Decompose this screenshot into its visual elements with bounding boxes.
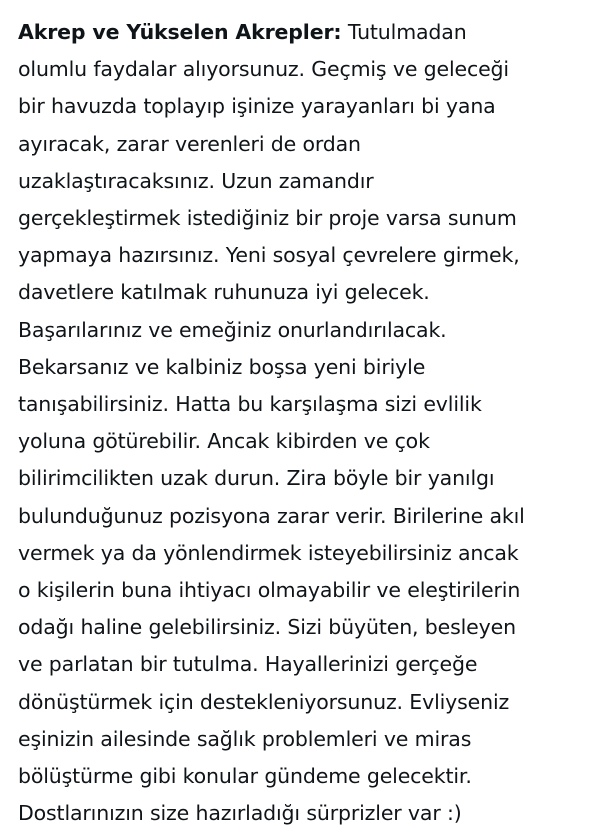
post-line-21: bölüştürme gibi konular gündeme gelecektir. bbox=[18, 764, 472, 789]
post-line-2: olumlu faydalar alıyorsunuz. Geçmiş ve geleceği bbox=[18, 57, 509, 82]
post-line-19: dönüştürmek için destekleniyorsunuz. Evliyseniz bbox=[18, 689, 510, 714]
post-line-4: ayıracak, zarar verenleri de ordan bbox=[18, 131, 361, 156]
post-line-5: uzaklaştıracaksınız. Uzun zamandır bbox=[18, 168, 374, 193]
post-line-8: davetlere katılmak ruhunuza iyi gelecek. bbox=[18, 280, 430, 305]
post-heading: Akrep ve Yükselen Akrepler: bbox=[18, 20, 342, 44]
post-line-18: ve parlatan bir tutulma. Hayallerinizi gerçeğe bbox=[18, 652, 478, 677]
post-text bbox=[18, 14, 588, 832]
post-line-9: Başarılarınız ve emeğiniz onurlandırılacak. bbox=[18, 317, 447, 342]
post-line-17: odağı haline gelebilirsiniz. Sizi büyüten, besleyen bbox=[18, 615, 516, 640]
post-line-1-text: Tutulmadan bbox=[341, 20, 467, 44]
post-line-13: bilirimcilikten uzak durun. Zira böyle bir yanılgı bbox=[18, 466, 495, 491]
post-line-1 bbox=[18, 14, 588, 51]
post-line-14: bulunduğunuz pozisyona zarar verir. Birilerine akıl bbox=[18, 503, 525, 528]
post-line-11: tanışabilirsiniz. Hatta bu karşılaşma sizi evlilik bbox=[18, 392, 482, 417]
post-line-20: eşinizin ailesinde sağlık problemleri ve miras bbox=[18, 726, 472, 751]
post-line-16: o kişilerin buna ihtiyacı olmayabilir ve eleştirilerin bbox=[18, 578, 521, 603]
post-line-12: yoluna götürebilir. Ancak kibirden ve çok bbox=[18, 429, 430, 454]
post-line-7: yapmaya hazırsınız. Yeni sosyal çevrelere girmek, bbox=[18, 243, 520, 268]
post-line-10: Bekarsanız ve kalbiniz boşsa yeni biriyle bbox=[18, 354, 426, 379]
post-line-6: gerçekleştirmek istediğiniz bir proje varsa sunum bbox=[18, 206, 517, 231]
post-line-22: Dostlarınızın size hazırladığı sürprizler var :) bbox=[18, 801, 462, 826]
post-line-15: vermek ya da yönlendirmek isteyebilirsiniz ancak bbox=[18, 540, 519, 565]
post-line-3: bir havuzda toplayıp işinize yarayanları bi yana bbox=[18, 94, 496, 119]
